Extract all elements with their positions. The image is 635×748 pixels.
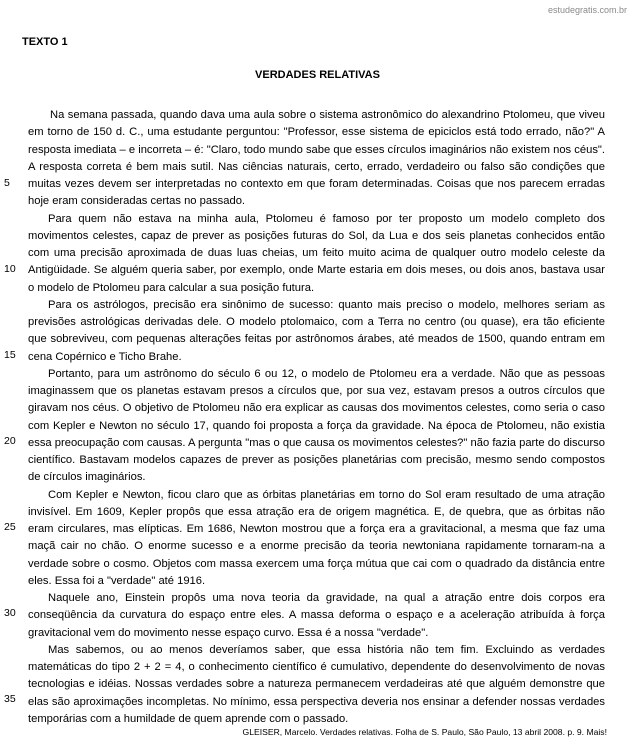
line-number: 5 bbox=[4, 177, 10, 189]
watermark: estudegratis.com.br bbox=[547, 5, 627, 15]
line-number: 35 bbox=[4, 693, 16, 705]
line-number: 30 bbox=[4, 607, 16, 619]
line-number: 15 bbox=[4, 349, 16, 361]
line-number: 20 bbox=[4, 435, 16, 447]
paragraph-7: Mas sabemos, ou ao menos deveríamos saber, que essa história não tem fim. Excluindo as verdades matemáticas do tipo 2 + 2 = 4, o conhecimento científico é cumulativo, dependente do desenvolvimento de novas tecnologias e idéias. Nossas verdades sobre a natureza permanecem verdadeiras até que alguém demonstre que elas são aproximações incompletas. No mínimo, essa perspectiva deveria nos ensinar a defender nossas verdades temporárias com a humildade de quem aprende com o passado. bbox=[28, 643, 605, 725]
paragraph-1: Na semana passada, quando dava uma aula sobre o sistema astronômico do alexandrino Ptolomeu, que viveu em torno de 150 d. C., uma estudante perguntou: "Professor, esse sistema de epiciclos está todo errado, não?" A resposta imediata – e incorreta – é: "Claro, todo mundo sabe que esses círculos imaginários não existem nos céus". A resposta correta é bem mais sutil. Nas ciências naturais, certo, errado, verdadeiro ou falso são condições que muitas vezes devem ser interpretadas no contexto em que foram determinadas. Coisas que nos parecem erradas hoje eram consideradas certas no passado. bbox=[28, 109, 605, 208]
paragraph-3: Para os astrólogos, precisão era sinônimo de sucesso: quanto mais preciso o modelo, melhores seriam as previsões astrológicas derivadas dele. O modelo ptolomaico, com a Terra no centro (ou quase), era tão eficiente que sobreviveu, com pequenas alterações feitas por astrônomos árabes, até meados de 1500, quando entram em cena Copérnico e Ticho Brahe. bbox=[28, 298, 605, 363]
paragraph-2: Para quem não estava na minha aula, Ptolomeu é famoso por ter proposto um modelo completo dos movimentos celestes, capaz de prever as posições futuras do Sol, da Lua e dos seis planetas conhecidos então com uma precisão aproximada de duas luas cheias, um feito muito acima de qualquer outro modelo celeste da Antigüidade. Se alguém queria saber, por exemplo, onde Marte estaria em dois meses, ou dois anos, bastava usar o modelo de Ptolomeu para calcular a sua posição futura. bbox=[28, 212, 605, 294]
citation: GLEISER, Marcelo. Verdades relativas. Folha de S. Paulo, São Paulo, 13 abril 2008. p. 9. Mais! bbox=[242, 727, 607, 737]
paragraph-5: Com Kepler e Newton, ficou claro que as órbitas planetárias em torno do Sol eram resultado de uma atração invisível. Em 1609, Kepler propôs que essa atração era de origem magnética. E, de quebra, que as órbitas não eram circulares, mas elípticas. Em 1686, Newton mostrou que a força era a gravitacional, a mesma que faz uma maçã cair no chão. O enorme sucesso e a enorme precisão da teoria newtoniana rapidamente tornaram-na a verdade sobre o cosmo. Objetos com massa exercem uma força mútua que cai com o quadrado da distância entre eles. Essa foi a "verdade" até 1916. bbox=[28, 488, 605, 587]
line-number: 25 bbox=[4, 521, 16, 533]
text-label: TEXTO 1 bbox=[22, 36, 68, 48]
article-body bbox=[28, 107, 605, 728]
paragraph-4: Portanto, para um astrônomo do século 6 ou 12, o modelo de Ptolomeu era a verdade. Não que as pessoas imaginassem que os planetas estavam presos a círculos que, por sua vez, estavam presos a outros círculos que giravam nos céus. O objetivo de Ptolomeu não era explicar as causas dos movimentos celestes, como seria o caso com Kepler e Newton no século 17, quando foi proposta a força da gravidade. Na época de Ptolomeu, não existia essa preocupação com causas. A pergunta "mas o que causa os movimentos celestes?" não fazia parte do discurso científico. Bastavam modelos capazes de prever as posições planetárias com precisão, mesmo sendo compostos de círculos imaginários. bbox=[28, 367, 605, 484]
paragraph-6: Naquele ano, Einstein propôs uma nova teoria da gravidade, na qual a atração entre dois corpos era conseqüência da curvatura do espaço entre eles. A massa deforma o espaço e a aceleração atribuída à força gravitacional vem do movimento nesse espaço curvo. Essa é a nossa "verdade". bbox=[28, 592, 605, 639]
line-number: 10 bbox=[4, 263, 16, 275]
article-title: VERDADES RELATIVAS bbox=[255, 69, 380, 81]
